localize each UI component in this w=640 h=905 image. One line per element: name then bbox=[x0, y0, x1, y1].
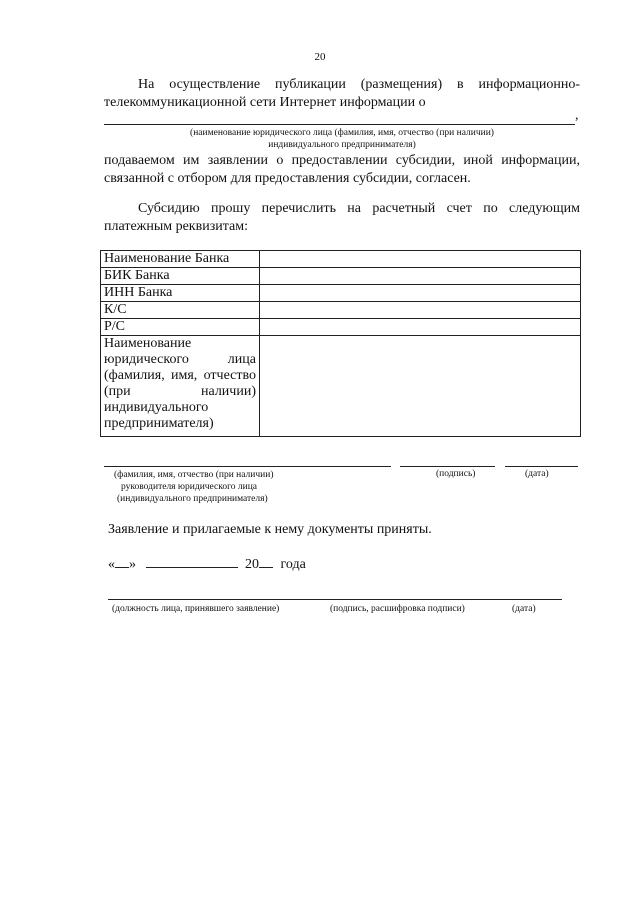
bank-bik-label: БИК Банка bbox=[101, 268, 260, 285]
month-field[interactable] bbox=[146, 555, 238, 568]
correspondent-account-value[interactable] bbox=[260, 302, 581, 319]
head-fio-caption-1: (фамилия, имя, отчество (при наличии) bbox=[114, 470, 274, 480]
head-date-line bbox=[505, 466, 578, 467]
consent-line-comma: , bbox=[575, 108, 579, 123]
table-row bbox=[101, 251, 581, 268]
acceptance-text: Заявление и прилагаемые к нему документы приняты. bbox=[108, 522, 432, 537]
date-open-quote: « bbox=[108, 557, 115, 572]
consent-line-2: телекоммуникационной сети Интернет информации о bbox=[104, 95, 426, 110]
head-signature-caption: (подпись) bbox=[436, 469, 476, 479]
page-number: 20 bbox=[314, 51, 326, 63]
bank-name-value[interactable] bbox=[260, 251, 581, 268]
legal-entity-name-label: Наименование юридического лица (фамилия, имя, отчество (при наличии) индивидуального предпринимателя) bbox=[101, 336, 260, 437]
legal-entity-name-value[interactable] bbox=[260, 336, 581, 437]
bank-name-label: Наименование Банка bbox=[101, 251, 260, 268]
table-row bbox=[101, 319, 581, 336]
bank-bik-value[interactable] bbox=[260, 268, 581, 285]
table-row bbox=[101, 268, 581, 285]
consent-text: подаваемом им заявлении о предоставлении субсидии, иной информации, связанной с отбором для предоставления субсидии, согласен. bbox=[104, 153, 580, 186]
head-fio-line bbox=[104, 466, 391, 467]
day-field[interactable] bbox=[115, 555, 129, 568]
acceptance-date-caption: (дата) bbox=[512, 604, 536, 614]
year-field[interactable] bbox=[259, 555, 273, 568]
year-suffix: года bbox=[280, 557, 306, 572]
settlement-account-value[interactable] bbox=[260, 319, 581, 336]
table-row bbox=[101, 336, 581, 437]
table-row bbox=[101, 302, 581, 319]
table-row bbox=[101, 285, 581, 302]
bank-inn-value[interactable] bbox=[260, 285, 581, 302]
organization-name-line bbox=[104, 124, 575, 125]
acceptance-signature-line bbox=[108, 599, 562, 600]
head-date-caption: (дата) bbox=[525, 469, 549, 479]
requisites-table bbox=[100, 250, 581, 437]
date-close-quote: » bbox=[129, 557, 136, 572]
organization-name-caption-1: (наименование юридического лица (фамилия, имя, отчество (при наличии) bbox=[190, 128, 494, 138]
correspondent-account-label: К/С bbox=[101, 302, 260, 319]
bank-inn-label: ИНН Банка bbox=[101, 285, 260, 302]
settlement-account-label: Р/С bbox=[101, 319, 260, 336]
acceptance-date bbox=[108, 555, 306, 573]
transfer-text: Субсидию прошу перечислить на расчетный счет по следующим платежным реквизитам: bbox=[104, 201, 580, 234]
position-caption: (должность лица, принявшего заявление) bbox=[112, 604, 280, 614]
year-prefix: 20 bbox=[245, 557, 259, 572]
acceptance-signature-caption: (подпись, расшифровка подписи) bbox=[330, 604, 465, 614]
organization-name-caption-2: индивидуального предпринимателя) bbox=[268, 140, 416, 150]
consent-line-1: На осуществление публикации (размещения) в информационно- bbox=[138, 77, 580, 92]
head-signature-line bbox=[400, 466, 495, 467]
head-fio-caption-2: руководителя юридического лица bbox=[121, 482, 258, 492]
head-fio-caption-3: (индивидуального предпринимателя) bbox=[117, 494, 268, 504]
